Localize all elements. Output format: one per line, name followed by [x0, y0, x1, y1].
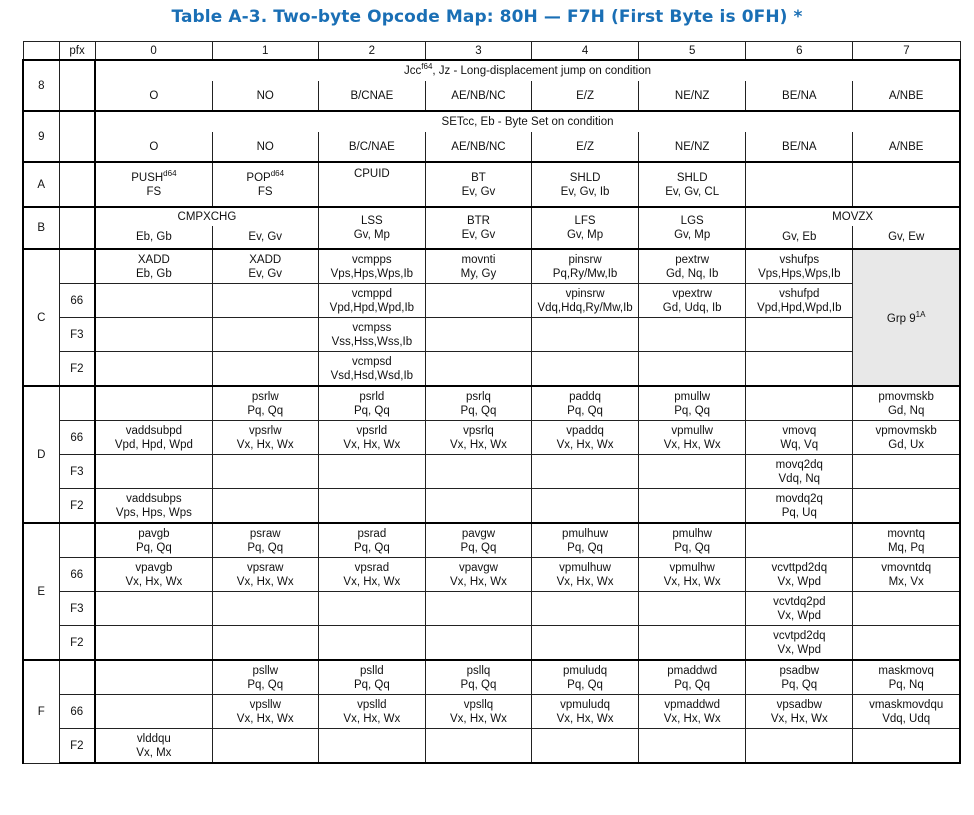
- op-C-F2-4: [532, 352, 639, 387]
- row-C-66: [23, 284, 960, 318]
- op-C-F2-5: [639, 352, 746, 387]
- op-D-F3-0: [95, 455, 212, 489]
- op-C-F3-1: [212, 318, 318, 352]
- op-F-F2-7: [853, 729, 960, 764]
- movzx-group-label: MOVZX: [746, 207, 960, 226]
- op-F-66-0: [95, 695, 212, 729]
- op-E-F3-6: vcvtdq2pd Vx, Wpd: [746, 592, 853, 626]
- op-9-0: O: [95, 132, 212, 162]
- op-C-F3-4: [532, 318, 639, 352]
- pfx-cell: F3: [59, 455, 95, 489]
- pfx-cell: [59, 111, 95, 162]
- op-C-F3-5: [639, 318, 746, 352]
- op-F-F2-2: [318, 729, 425, 764]
- op-F-F2-4: [532, 729, 639, 764]
- op-C-F3-3: [425, 318, 531, 352]
- op-A-4: SHLD Ev, Gv, Ib: [532, 162, 639, 207]
- row-8-cells: [23, 81, 960, 111]
- op-A-3: BT Ev, Gv: [425, 162, 531, 207]
- op-8-2: B/CNAE: [318, 81, 425, 111]
- op-B-3: BTR Ev, Gv: [425, 207, 531, 249]
- op-C-66-5: vpextrw Gd, Udq, Ib: [639, 284, 746, 318]
- op-E-F2-2: [318, 626, 425, 661]
- op-E-66-6: vcvttpd2dq Vx, Wpd: [746, 558, 853, 592]
- op-C-F3-0: [95, 318, 212, 352]
- op-F-none-5: pmaddwd Pq, Qq: [639, 660, 746, 695]
- op-D-F2-1: [212, 489, 318, 524]
- op-F-66-2: vpslld Vx, Hx, Wx: [318, 695, 425, 729]
- op-E-66-7: vmovntdq Mx, Vx: [853, 558, 960, 592]
- op-A-7: [853, 162, 960, 207]
- op-B-7: Gv, Ew: [853, 226, 960, 249]
- row-D-F3: [23, 455, 960, 489]
- header-col-7: 7: [853, 42, 960, 61]
- op-F-none-2: pslld Pq, Qq: [318, 660, 425, 695]
- op-E-none-5: pmulhw Pq, Qq: [639, 523, 746, 558]
- op-E-none-0: pavgb Pq, Qq: [95, 523, 212, 558]
- op-F-none-7: maskmovq Pq, Nq: [853, 660, 960, 695]
- row-E-F2: [23, 626, 960, 661]
- op-9-5: NE/NZ: [639, 132, 746, 162]
- op-B-6: Gv, Eb: [746, 226, 853, 249]
- row-B-top: [23, 207, 960, 226]
- pfx-cell: [59, 523, 95, 558]
- row-label-D: D: [23, 386, 59, 523]
- op-D-66-2: vpsrld Vx, Hx, Wx: [318, 421, 425, 455]
- op-E-F2-3: [425, 626, 531, 661]
- op-8-7: A/NBE: [853, 81, 960, 111]
- row-E-none: [23, 523, 960, 558]
- row-F-66: [23, 695, 960, 729]
- op-D-none-6: [746, 386, 853, 421]
- header-col-0: 0: [95, 42, 212, 61]
- op-D-66-6: vmovq Wq, Vq: [746, 421, 853, 455]
- pfx-cell: F2: [59, 626, 95, 661]
- row-label-C: C: [23, 249, 59, 386]
- pfx-cell: [59, 162, 95, 207]
- op-F-F2-6: [746, 729, 853, 764]
- op-D-F2-7: [853, 489, 960, 524]
- op-E-F2-6: vcvtpd2dq Vx, Wpd: [746, 626, 853, 661]
- op-E-none-4: pmulhuw Pq, Qq: [532, 523, 639, 558]
- header-row: [23, 42, 960, 61]
- row-label-B: B: [23, 207, 59, 249]
- op-E-F3-7: [853, 592, 960, 626]
- op-F-F2-0: vlddqu Vx, Mx: [95, 729, 212, 764]
- op-E-none-3: pavgw Pq, Qq: [425, 523, 531, 558]
- op-E-66-5: vpmulhw Vx, Hx, Wx: [639, 558, 746, 592]
- op-E-66-0: vpavgb Vx, Hx, Wx: [95, 558, 212, 592]
- op-9-6: BE/NA: [746, 132, 853, 162]
- row-9-cells: [23, 132, 960, 162]
- op-8-3: AE/NB/NC: [425, 81, 531, 111]
- row-D-none: [23, 386, 960, 421]
- op-D-66-7: vpmovmskb Gd, Ux: [853, 421, 960, 455]
- op-E-F2-4: [532, 626, 639, 661]
- op-9-4: E/Z: [532, 132, 639, 162]
- op-A-1: $POP^{d64}$ FS: [212, 162, 318, 207]
- op-C-F3-2: vcmpss Vss,Hss,Wss,Ib: [318, 318, 425, 352]
- op-F-F2-5: [639, 729, 746, 764]
- pfx-cell: [59, 207, 95, 249]
- header-col-3: 3: [425, 42, 531, 61]
- op-D-F3-7: [853, 455, 960, 489]
- op-D-66-0: vaddsubpd Vpd, Hpd, Wpd: [95, 421, 212, 455]
- op-9-7: A/NBE: [853, 132, 960, 162]
- op-C-5: pextrw Gd, Nq, Ib: [639, 249, 746, 284]
- op-F-none-1: psllw Pq, Qq: [212, 660, 318, 695]
- op-F-66-7: vmaskmovdqu Vdq, Udq: [853, 695, 960, 729]
- op-E-F3-0: [95, 592, 212, 626]
- op-B-4: LFS Gv, Mp: [532, 207, 639, 249]
- op-E-F3-1: [212, 592, 318, 626]
- op-C-0: XADD Eb, Gb: [95, 249, 212, 284]
- header-pfx: pfx: [59, 42, 95, 61]
- pfx-cell: F3: [59, 318, 95, 352]
- pfx-cell: 66: [59, 284, 95, 318]
- op-D-none-3: psrlq Pq, Qq: [425, 386, 531, 421]
- row-label-F: F: [23, 660, 59, 763]
- op-D-none-0: [95, 386, 212, 421]
- op-C-6: vshufps Vps,Hps,Wps,Ib: [746, 249, 853, 284]
- row-D-F2: [23, 489, 960, 524]
- op-C-3: movnti My, Gy: [425, 249, 531, 284]
- op-F-F2-3: [425, 729, 531, 764]
- op-E-none-7: movntq Mq, Pq: [853, 523, 960, 558]
- row-C-F3: [23, 318, 960, 352]
- op-8-1: NO: [212, 81, 318, 111]
- op-D-F3-3: [425, 455, 531, 489]
- op-D-F3-4: [532, 455, 639, 489]
- row-label-8: 8: [23, 60, 59, 111]
- pfx-cell: [59, 660, 95, 695]
- op-E-F2-5: [639, 626, 746, 661]
- op-D-F2-3: [425, 489, 531, 524]
- op-A-6: [746, 162, 853, 207]
- op-C-2: vcmpps Vps,Hps,Wps,Ib: [318, 249, 425, 284]
- op-A-5: SHLD Ev, Gv, CL: [639, 162, 746, 207]
- op-D-none-5: pmullw Pq, Qq: [639, 386, 746, 421]
- row-label-E: E: [23, 523, 59, 660]
- op-D-F3-6: movq2dq Vdq, Nq: [746, 455, 853, 489]
- op-F-66-6: vpsadbw Vx, Hx, Wx: [746, 695, 853, 729]
- pfx-cell: [59, 249, 95, 284]
- row-C-F2: [23, 352, 960, 387]
- op-A-0: $PUSH^{d64}$ FS: [95, 162, 212, 207]
- header-col-2: 2: [318, 42, 425, 61]
- pfx-cell: F2: [59, 729, 95, 764]
- op-C-F2-0: [95, 352, 212, 387]
- op-F-none-0: [95, 660, 212, 695]
- op-C-4: pinsrw Pq,Ry/Mw,Ib: [532, 249, 639, 284]
- op-9-3: AE/NB/NC: [425, 132, 531, 162]
- op-C-F2-2: vcmpsd Vsd,Hsd,Wsd,Ib: [318, 352, 425, 387]
- row-label-A: A: [23, 162, 59, 207]
- pfx-cell: 66: [59, 695, 95, 729]
- op-E-none-6: [746, 523, 853, 558]
- op-B-0: Eb, Gb: [95, 226, 212, 249]
- page-title: Table A-3. Two-byte Opcode Map: 80H — F7H (First Byte is 0FH) *: [171, 7, 803, 27]
- op-8-4: E/Z: [532, 81, 639, 111]
- op-D-none-7: pmovmskb Gd, Nq: [853, 386, 960, 421]
- op-D-none-2: psrld Pq, Qq: [318, 386, 425, 421]
- op-E-none-2: psrad Pq, Qq: [318, 523, 425, 558]
- op-D-F2-0: vaddsubps Vps, Hps, Wps: [95, 489, 212, 524]
- op-E-F3-3: [425, 592, 531, 626]
- op-8-6: BE/NA: [746, 81, 853, 111]
- op-F-66-4: vpmuludq Vx, Hx, Wx: [532, 695, 639, 729]
- op-C-66-6: vshufpd Vpd,Hpd,Wpd,Ib: [746, 284, 853, 318]
- op-D-F3-5: [639, 455, 746, 489]
- op-E-F3-2: [318, 592, 425, 626]
- op-E-66-3: vpavgw Vx, Hx, Wx: [425, 558, 531, 592]
- header-col-4: 4: [532, 42, 639, 61]
- op-E-none-1: psraw Pq, Qq: [212, 523, 318, 558]
- op-9-2: B/C/NAE: [318, 132, 425, 162]
- op-E-F3-4: [532, 592, 639, 626]
- header-corner: [23, 42, 59, 61]
- row-8-span: [23, 60, 960, 81]
- op-E-F2-0: [95, 626, 212, 661]
- op-D-66-1: vpsrlw Vx, Hx, Wx: [212, 421, 318, 455]
- row-D-66: [23, 421, 960, 455]
- op-C-66-3: [425, 284, 531, 318]
- op-D-66-4: vpaddq Vx, Hx, Wx: [532, 421, 639, 455]
- op-F-66-5: vpmaddwd Vx, Hx, Wx: [639, 695, 746, 729]
- op-D-F2-4: [532, 489, 639, 524]
- op-B-1: Ev, Gv: [212, 226, 318, 249]
- op-D-F3-2: [318, 455, 425, 489]
- op-F-F2-1: [212, 729, 318, 764]
- op-C-66-1: [212, 284, 318, 318]
- op-E-66-1: vpsraw Vx, Hx, Wx: [212, 558, 318, 592]
- op-D-F2-2: [318, 489, 425, 524]
- cmpxchg-group-label: CMPXCHG: [95, 207, 318, 226]
- header-col-5: 5: [639, 42, 746, 61]
- op-D-F3-1: [212, 455, 318, 489]
- op-F-none-4: pmuludq Pq, Qq: [532, 660, 639, 695]
- op-8-5: NE/NZ: [639, 81, 746, 111]
- op-F-none-6: psadbw Pq, Qq: [746, 660, 853, 695]
- row-9-span: [23, 111, 960, 132]
- op-E-F2-1: [212, 626, 318, 661]
- op-C-66-0: [95, 284, 212, 318]
- op-F-none-3: psllq Pq, Qq: [425, 660, 531, 695]
- op-D-66-3: vpsrlq Vx, Hx, Wx: [425, 421, 531, 455]
- op-C-66-2: vcmppd Vpd,Hpd,Wpd,Ib: [318, 284, 425, 318]
- row-F-F2: [23, 729, 960, 764]
- header-col-6: 6: [746, 42, 853, 61]
- pfx-cell: 66: [59, 558, 95, 592]
- header-col-1: 1: [212, 42, 318, 61]
- op-F-66-1: vpsllw Vx, Hx, Wx: [212, 695, 318, 729]
- row-label-9: 9: [23, 111, 59, 162]
- op-D-F2-6: movdq2q Pq, Uq: [746, 489, 853, 524]
- op-D-none-4: paddq Pq, Qq: [532, 386, 639, 421]
- grp9-cell: Grp $9^{1A}$: [853, 249, 960, 386]
- pfx-cell: F2: [59, 352, 95, 387]
- op-E-F2-7: [853, 626, 960, 661]
- pfx-cell: 66: [59, 421, 95, 455]
- op-9-1: NO: [212, 132, 318, 162]
- op-E-66-4: vpmulhuw Vx, Hx, Wx: [532, 558, 639, 592]
- op-C-F2-3: [425, 352, 531, 387]
- op-D-F2-5: [639, 489, 746, 524]
- pfx-cell: F3: [59, 592, 95, 626]
- op-B-5: LGS Gv, Mp: [639, 207, 746, 249]
- pfx-cell: F2: [59, 489, 95, 524]
- op-E-F3-5: [639, 592, 746, 626]
- pfx-cell: [59, 386, 95, 421]
- pfx-cell: [59, 60, 95, 111]
- op-B-2: LSS Gv, Mp: [318, 207, 425, 249]
- opcode-map-table: [22, 41, 961, 764]
- op-C-F2-1: [212, 352, 318, 387]
- row-E-F3: [23, 592, 960, 626]
- op-C-66-4: vpinsrw Vdq,Hdq,Ry/Mw,Ib: [532, 284, 639, 318]
- op-C-F3-6: [746, 318, 853, 352]
- op-E-66-2: vpsrad Vx, Hx, Wx: [318, 558, 425, 592]
- jcc-group-label: Jcc$^{f64}$, Jz - Long-displacement jump on condition: [95, 60, 960, 81]
- op-8-0: O: [95, 81, 212, 111]
- row-C-0: [23, 249, 960, 284]
- op-D-none-1: psrlw Pq, Qq: [212, 386, 318, 421]
- op-C-1: XADD Ev, Gv: [212, 249, 318, 284]
- op-C-F2-6: [746, 352, 853, 387]
- op-A-2: CPUID: [318, 162, 425, 207]
- row-F-none: [23, 660, 960, 695]
- op-D-66-5: vpmullw Vx, Hx, Wx: [639, 421, 746, 455]
- setcc-group-label: SETcc, Eb - Byte Set on condition: [95, 111, 960, 132]
- op-F-66-3: vpsllq Vx, Hx, Wx: [425, 695, 531, 729]
- row-A: [23, 162, 960, 207]
- row-E-66: [23, 558, 960, 592]
